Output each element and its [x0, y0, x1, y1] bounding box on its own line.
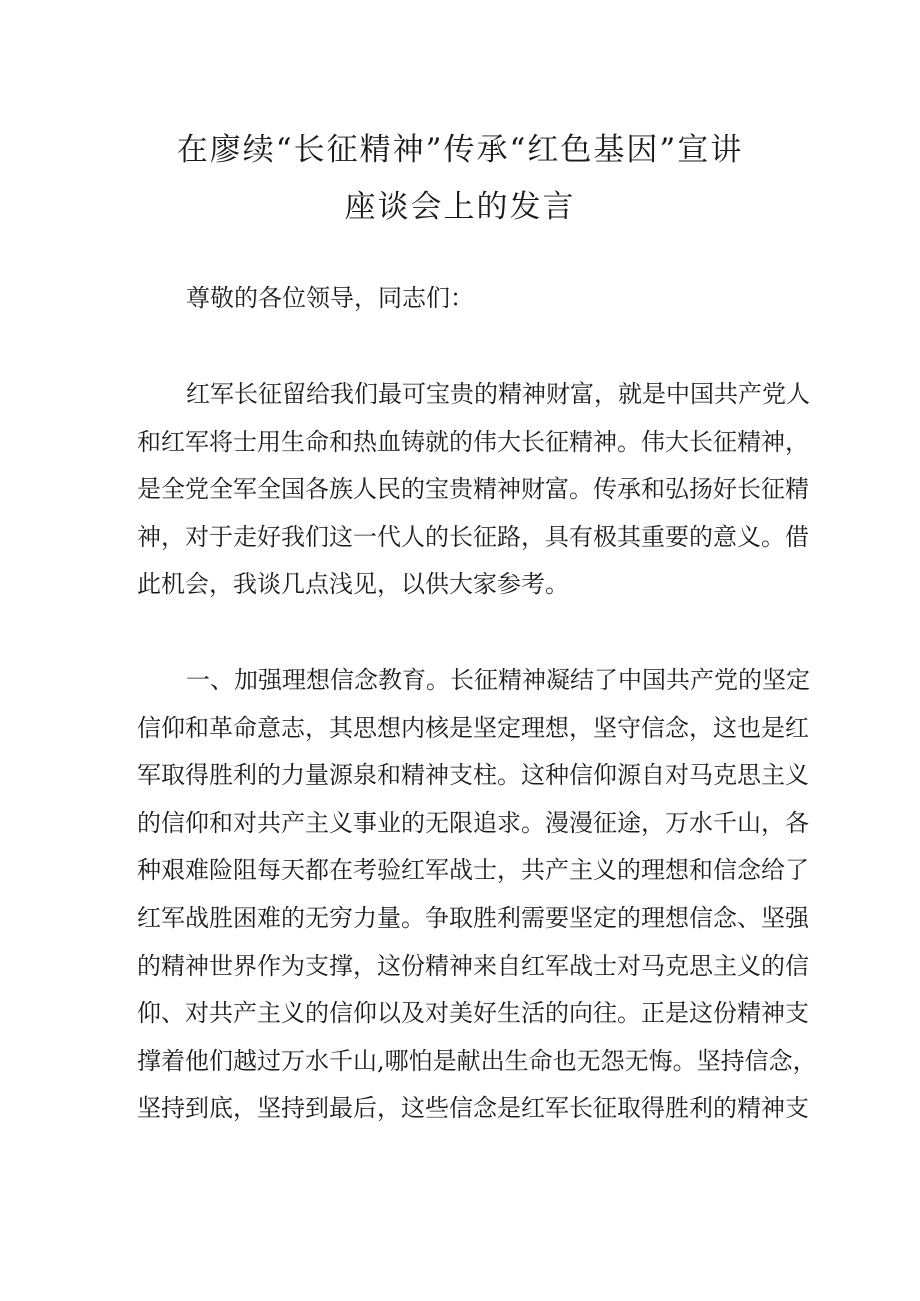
paragraph-line: 坚持到底，坚持到最后，这些信念是红军长征取得胜利的精神支 — [137, 1094, 809, 1123]
paragraph-line: 仰、对共产主义的信仰以及对美好生活的向往。正是这份精神支 — [137, 999, 809, 1028]
paragraph-line: 种艰难险阻每天都在考验红军战士，共产主义的理想和信念给了 — [137, 856, 809, 885]
paragraph-line: 的信仰和对共产主义事业的无限追求。漫漫征途，万水千山，各 — [137, 808, 809, 837]
paragraph-line: 撑着他们越过万水千山,哪怕是献出生命也无怨无悔。坚持信念， — [137, 1046, 817, 1075]
paragraph-line: 和红军将士用生命和热血铸就的伟大长征精神。伟大长征精神， — [137, 427, 809, 456]
paragraph-line: 的精神世界作为支撑，这份精神来自红军战士对马克思主义的信 — [137, 951, 809, 980]
paragraph-line: 信仰和革命意志，其思想内核是坚定理想，坚守信念，这也是红 — [137, 713, 809, 742]
paragraph-line: 此机会，我谈几点浅见，以供大家参考。 — [137, 570, 569, 599]
paragraph-line: 一、加强理想信念教育。长征精神凝结了中国共产党的坚定 — [186, 666, 810, 694]
paragraph-line: 神，对于走好我们这一代人的长征路，具有极其重要的意义。借 — [137, 522, 809, 551]
document-title-line-2: 座谈会上的发言 — [344, 189, 576, 225]
greeting: 尊敬的各位领导，同志们： — [186, 284, 474, 312]
paragraph-line: 军取得胜利的力量源泉和精神支柱。这种信仰源自对马克思主义 — [137, 761, 809, 790]
paragraph-line: 红军长征留给我们最可宝贵的精神财富，就是中国共产党人 — [186, 380, 810, 408]
document-title-line-1: 在廖续“长征精神”传承“红色基因”宣讲 — [176, 132, 744, 168]
paragraph-line: 是全党全军全国各族人民的宝贵精神财富。传承和弘扬好长征精 — [137, 475, 809, 504]
paragraph-line: 红军战胜困难的无穷力量。争取胜利需要坚定的理想信念、坚强 — [137, 904, 809, 932]
